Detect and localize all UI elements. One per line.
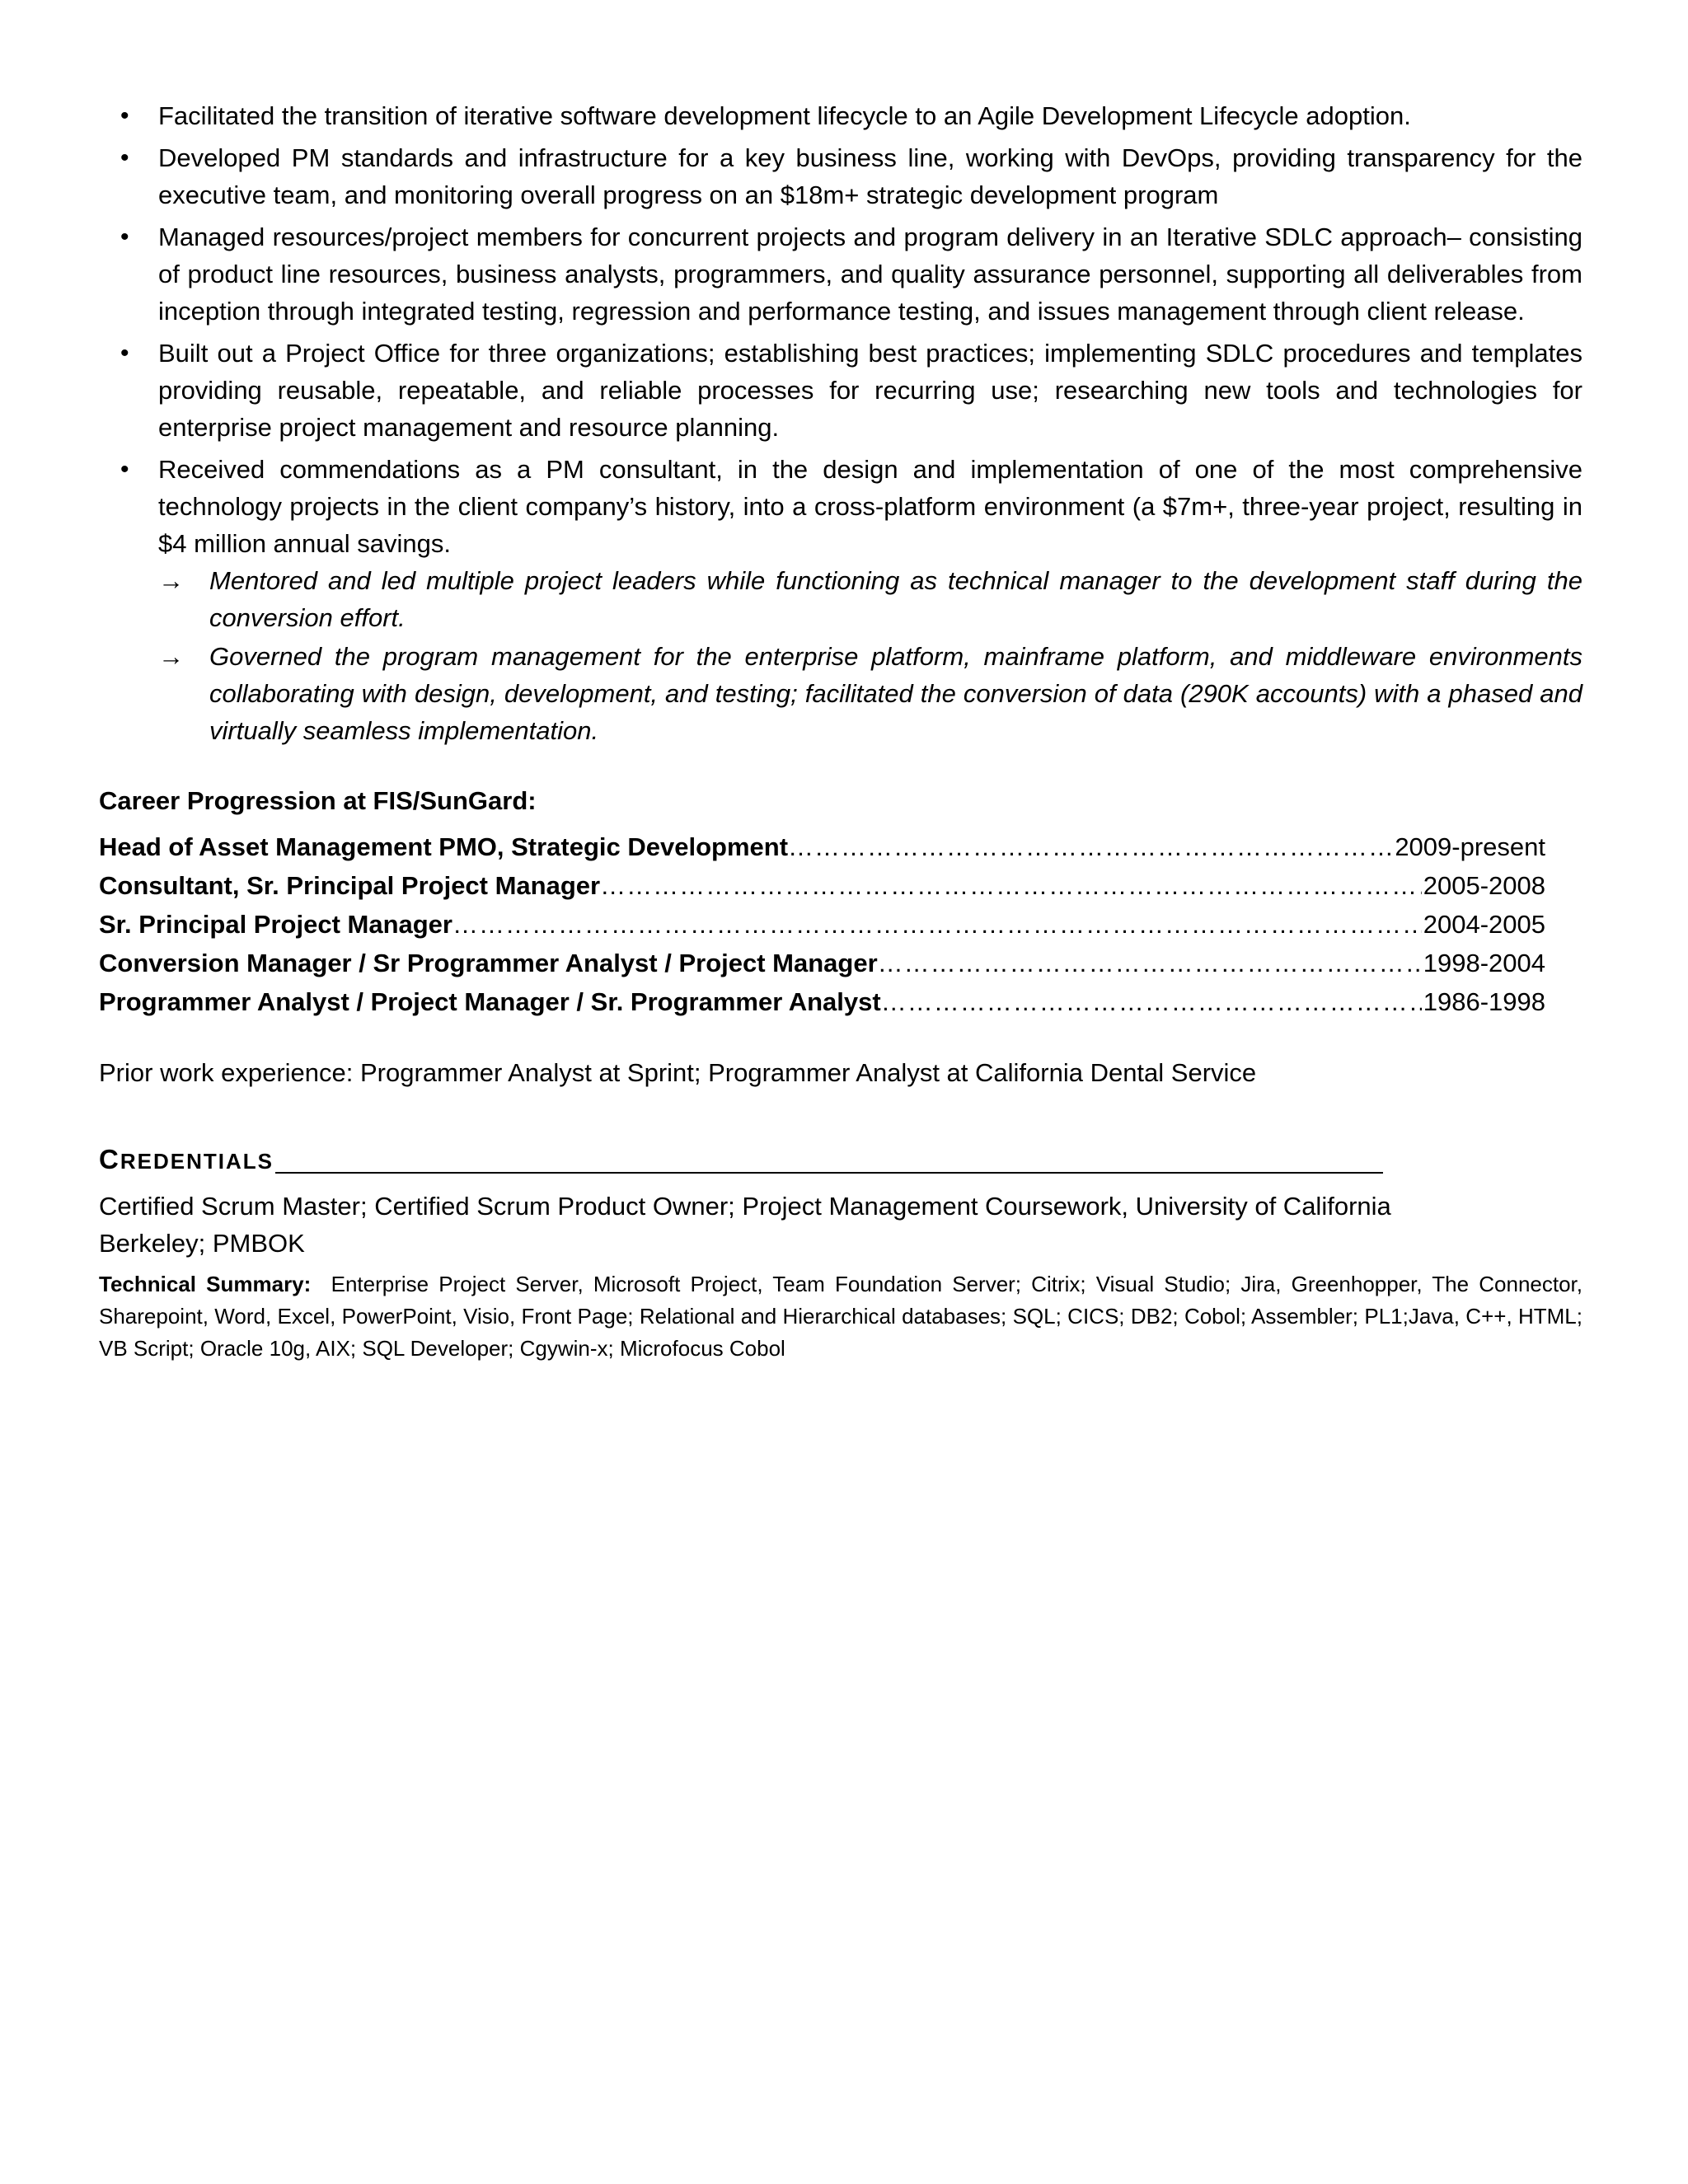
- bullet-icon: •: [120, 144, 129, 171]
- sub-bullet: [158, 638, 1582, 749]
- technical-summary-text: Enterprise Project Server, Microsoft Project, Team Foundation Server; Citrix; Visual Studio; Jira, Greenhopper, The Connector, Sharepoint, Word, Excel, PowerPoint, Visio, Front Page; Relational and Hierarchical databases; SQL; CICS; DB2; Cobol; Assembler; PL1;Java, C++, HTML; VB Script; Oracle 10g, AIX; SQL Developer; Cgywin-x; Microfocus Cobol: [99, 1272, 1582, 1361]
- bullet-text: Facilitated the transition of iterative software development lifecycle to an Agile Development Lifecycle adoption.: [158, 101, 1411, 130]
- resume-page: [99, 97, 1582, 1365]
- experience-bullet: [99, 451, 1582, 749]
- experience-bullets: [99, 97, 1582, 749]
- credentials-heading: [99, 1143, 1383, 1178]
- sub-bullets: [158, 562, 1582, 749]
- bullet-icon: •: [120, 102, 129, 129]
- credentials-text: Certified Scrum Master; Certified Scrum Product Owner; Project Management Coursework, University of California Berkeley; PMBOK: [99, 1192, 1391, 1258]
- career-heading: Career Progression at FIS/SunGard:: [99, 786, 537, 815]
- role-years: 1986-1998: [1423, 987, 1545, 1016]
- role-title: Head of Asset Management PMO, Strategic Development: [99, 832, 789, 861]
- sub-bullet-text: Governed the program management for the enterprise platform, mainframe platform, and middleware environments collaborating with design, development, and testing; facilitated the conversion of data (290K accounts) with a phased and virtually seamless implementation.: [209, 642, 1582, 745]
- career-row: [99, 982, 1545, 1021]
- dot-leader: [878, 944, 1422, 982]
- arrow-right-icon: →: [158, 566, 184, 595]
- credentials-title: [99, 1143, 274, 1178]
- prior-work-experience: Prior work experience: Programmer Analyst at Sprint; Programmer Analyst at California Dental Service: [99, 1058, 1257, 1087]
- role-years: 2004-2005: [1423, 910, 1545, 939]
- sub-bullet: [158, 562, 1582, 636]
- technical-summary: [99, 1268, 1582, 1365]
- role-title: Sr. Principal Project Manager: [99, 910, 452, 939]
- bullet-text: Managed resources/project members for concurrent projects and program delivery in an Iterative SDLC approach– consisting of product line resources, business analysts, programmers, and quality assurance personnel, supporting all deliverables from inception through integrated testing, regression and performance testing, and issues management through client release.: [158, 223, 1582, 326]
- bullet-icon: •: [120, 223, 129, 251]
- bullet-icon: •: [120, 340, 129, 367]
- credentials-title-initial: C: [99, 1144, 120, 1174]
- career-row: [99, 827, 1545, 866]
- career-list: [99, 827, 1582, 1021]
- bullet-text: Received commendations as a PM consultant, in the design and implementation of one of the most comprehensive technology projects in the client company’s history, into a cross-platform environment (a $7m+, three-year project, resulting in $4 million annual savings.: [158, 455, 1582, 558]
- bullet-icon: •: [120, 456, 129, 483]
- section-rule: [275, 1172, 1383, 1174]
- dot-leader: [452, 905, 1422, 944]
- role-years: 2009-present: [1395, 832, 1545, 861]
- credentials-title-rest: REDENTIALS: [120, 1149, 274, 1174]
- dot-leader: [881, 982, 1422, 1021]
- dot-leader: [788, 827, 1393, 866]
- role-years: 2005-2008: [1423, 871, 1545, 900]
- technical-summary-label: Technical Summary:: [99, 1272, 312, 1296]
- experience-bullet: [99, 335, 1582, 446]
- bullet-text: Built out a Project Office for three organizations; establishing best practices; implementing SDLC procedures and templates providing reusable, repeatable, and reliable processes for recurring use; researching new tools and technologies for enterprise project management and resource planning.: [158, 339, 1582, 442]
- role-years: 1998-2004: [1423, 949, 1545, 977]
- experience-bullet: [99, 97, 1582, 134]
- role-title: Consultant, Sr. Principal Project Manager: [99, 871, 601, 900]
- role-title: Conversion Manager / Sr Programmer Analyst / Project Manager: [99, 949, 878, 977]
- dot-leader: [600, 866, 1422, 905]
- career-row: [99, 866, 1545, 905]
- role-title: Programmer Analyst / Project Manager / Sr. Programmer Analyst: [99, 987, 881, 1016]
- arrow-right-icon: →: [158, 642, 184, 671]
- bullet-text: Developed PM standards and infrastructure for a key business line, working with DevOps, providing transparency for the executive team, and monitoring overall progress on an $18m+ strategic development program: [158, 143, 1582, 209]
- experience-bullet: [99, 218, 1582, 330]
- career-row: [99, 905, 1545, 944]
- experience-bullet: [99, 139, 1582, 213]
- career-row: [99, 944, 1545, 982]
- sub-bullet-text: Mentored and led multiple project leaders while functioning as technical manager to the development staff during the conversion effort.: [209, 566, 1582, 632]
